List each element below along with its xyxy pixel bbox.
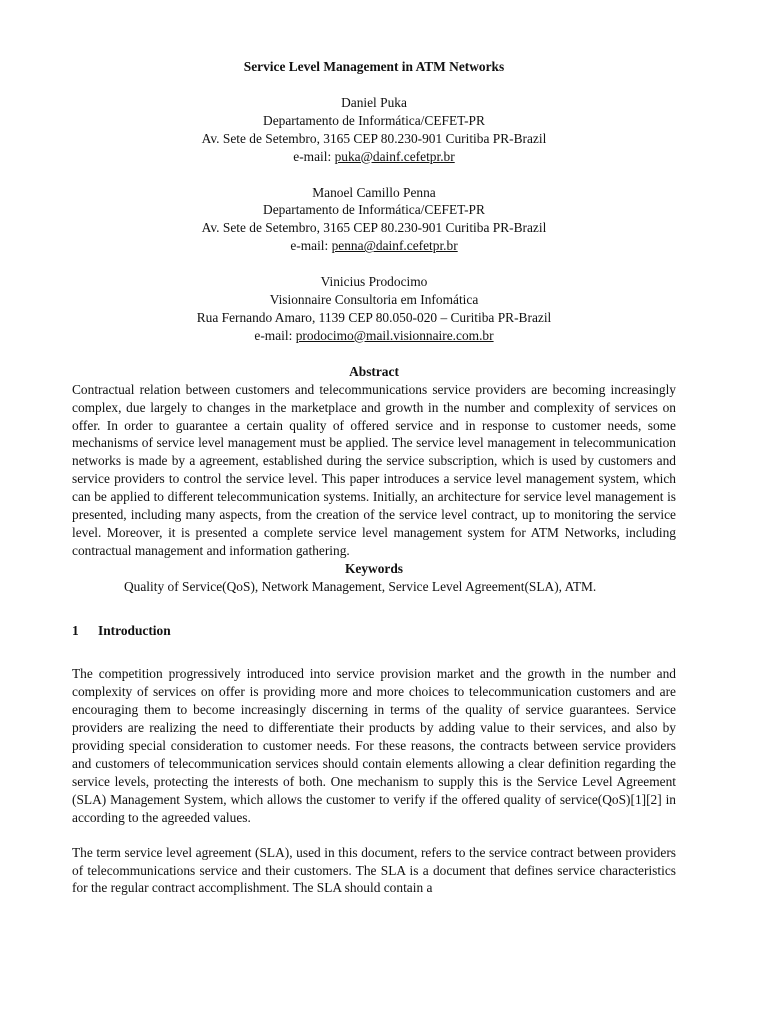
author-email-link[interactable]: penna@dainf.cefetpr.br (331, 238, 458, 254)
author-affiliation: Visionnaire Consultoria em Infomática (269, 292, 479, 308)
author-email-line (72, 237, 676, 255)
author-address: Av. Sete de Setembro, 3165 CEP 80.230-901 Curitiba PR-Brazil (201, 220, 547, 236)
email-label: e-mail: (293, 148, 335, 164)
author-email-link[interactable]: puka@dainf.cefetpr.br (334, 148, 455, 164)
email-label: e-mail: (290, 238, 332, 254)
paper-title: Service Level Management in ATM Networks (243, 59, 505, 74)
keywords-text: Quality of Service(QoS), Network Management, Service Level Agreement(SLA), ATM. (124, 578, 597, 594)
body-paragraph: The term service level agreement (SLA), used in this document, refers to the service contract between providers of telecommunications service and their customers. The SLA is a document that defines service characteristics for the regular contract accomplishment. The SLA should contain a (72, 844, 676, 896)
author-email-line (72, 327, 676, 345)
author-address: Av. Sete de Setembro, 3165 CEP 80.230-901 Curitiba PR-Brazil (201, 130, 547, 146)
keywords-heading: Keywords (344, 560, 404, 576)
author-name: Vinicius Prodocimo (320, 274, 428, 290)
author-block (72, 94, 676, 166)
abstract-text: Contractual relation between customers and telecommunications service providers are becoming increasingly complex, due largely to changes in the marketplace and growth in the number and complexity of services on offer. In order to guarantee a certain quality of offered service and in response to customer needs, some mechanisms of service level management must be applied. The service level management in telecommunication networks is made by a agreement, established during the service subscription, which is used by customers and service providers to control the service level. This paper introduces a service level management system, which can be applied to different telecommunication systems. Initially, an architecture for service level management is presented, including many aspects, from the creation of the service level contract, up to monitoring the service level. Moreover, it is presented a complete service level management system for ATM Networks, including contractual management and information gathering. (72, 381, 676, 558)
paper-page (72, 58, 676, 914)
section-heading-introduction (72, 622, 676, 640)
author-name: Daniel Puka (341, 94, 407, 110)
author-address: Rua Fernando Amaro, 1139 CEP 80.050-020 – Curitiba PR-Brazil (196, 309, 552, 325)
section-title: Introduction (98, 622, 171, 638)
email-label: e-mail: (254, 327, 296, 343)
author-block (72, 184, 676, 256)
author-affiliation: Departamento de Informática/CEFET-PR (263, 112, 485, 128)
body-paragraph: The competition progressively introduced into service provision market and the growth in the number and complexity of services on offer is providing more and more choices to telecommunication customers and are encouraging them to become increasingly discerning in terms of the quality of service guarantees. Service providers are realizing the need to differentiate their products by adding value to their services, and also by providing special consideration to customer needs. For these reasons, the contracts between service providers and customers of telecommunication services should contain elements allowing a clear definition regarding the service levels, protecting the interests of both. One mechanism to supply this is the Service Level Agreement (SLA) Management System, which allows the customer to verify if the offered quality of service(QoS)[1][2] in according to the agreeded values. (72, 666, 676, 825)
author-email-line (72, 148, 676, 166)
author-affiliation: Departamento de Informática/CEFET-PR (263, 202, 485, 218)
abstract-heading: Abstract (349, 363, 399, 379)
author-email-link[interactable]: prodocimo@mail.visionnaire.com.br (295, 327, 494, 343)
author-name: Manoel Camillo Penna (312, 184, 436, 200)
section-number: 1 (72, 622, 79, 638)
author-block (72, 273, 676, 345)
